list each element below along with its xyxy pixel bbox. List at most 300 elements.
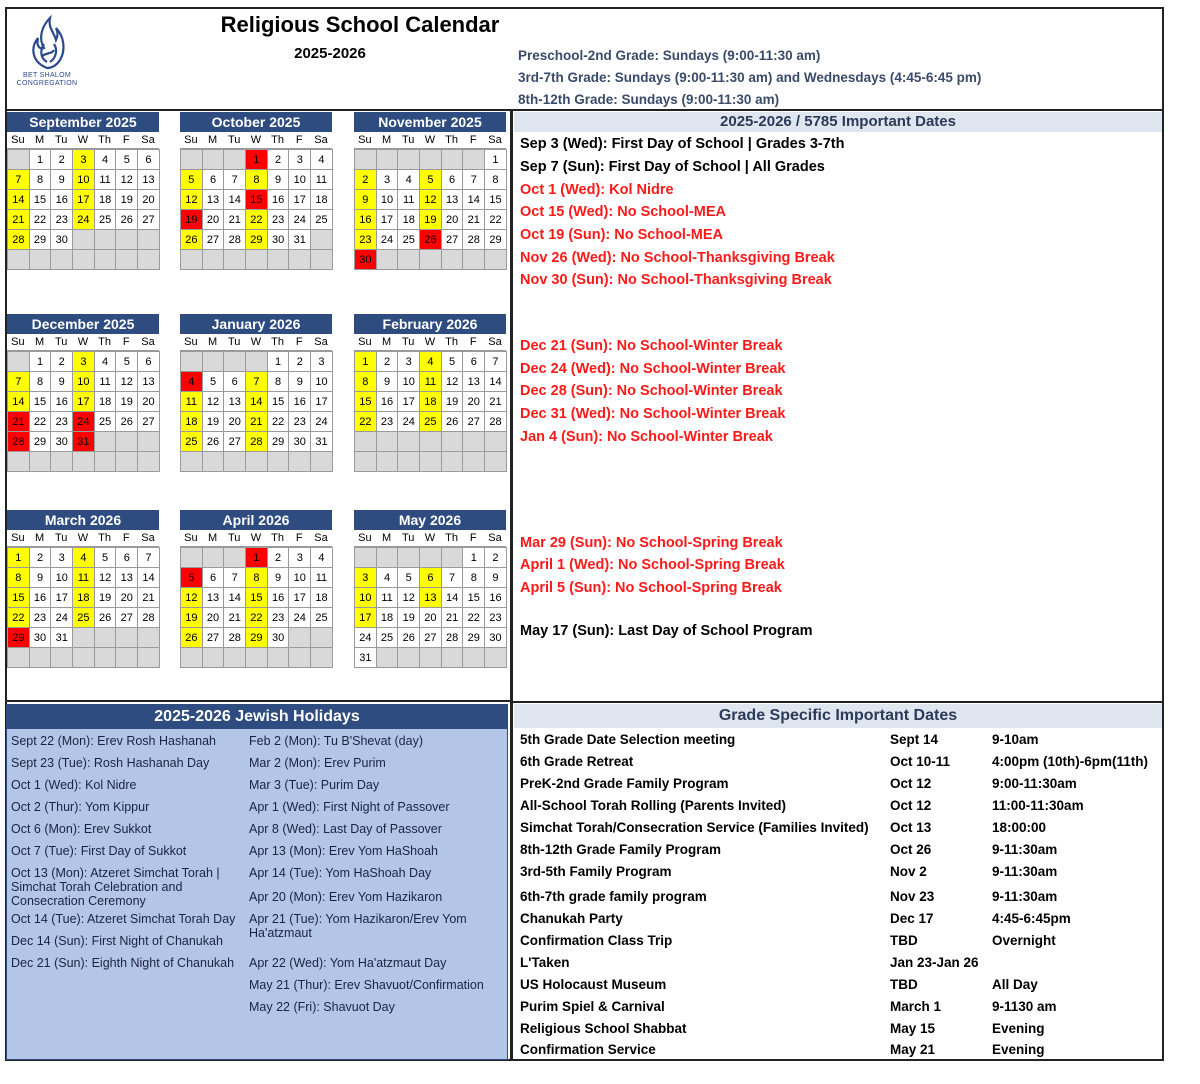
important-date-item: April 5 (Sun): No School-Spring Break [520,580,782,596]
calendar-day: 16 [50,391,73,412]
calendar-day: 26 [202,431,225,452]
calendar-day: 15 [29,391,52,412]
holiday-item: Oct 2 (Thur): Yom Kippur [11,800,150,814]
calendar-day: 19 [180,607,203,628]
month-calendar [354,510,506,667]
calendar-empty-cell [484,431,507,452]
calendar-day: 14 [223,587,246,608]
calendar-day: 1 [245,149,268,170]
calendar-day: 6 [202,567,225,588]
event-date: Oct 26 [890,842,932,857]
weekday-label: W [72,132,94,149]
calendar-day: 30 [50,431,73,452]
calendar-day: 23 [50,209,73,230]
calendar-day: 10 [354,587,377,608]
calendar-day: 13 [115,567,138,588]
calendar-empty-cell [354,451,377,472]
calendar-empty-cell [115,249,138,270]
calendar-day: 22 [7,607,30,628]
calendar-day: 10 [288,567,311,588]
holiday-item: May 21 (Thur): Erev Shavuot/Confirmation [249,978,484,992]
calendar-day: 7 [7,371,30,392]
calendar-day: 27 [223,431,246,452]
weekday-label: Su [7,132,29,149]
calendar-empty-cell [462,451,485,472]
calendar-day: 5 [419,169,442,190]
calendar-day: 13 [137,169,160,190]
calendar-day: 20 [137,189,160,210]
important-date-item: April 1 (Wed): No School-Spring Break [520,557,785,573]
calendar-day: 28 [484,411,507,432]
weekday-label: Sa [484,530,506,547]
calendar-day: 18 [376,607,399,628]
calendar-day: 17 [72,391,95,412]
calendar-empty-cell [180,647,203,668]
calendar-day: 14 [7,391,30,412]
weekday-label: Th [94,530,116,547]
calendar-day: 30 [50,229,73,250]
calendar-empty-cell [180,249,203,270]
calendar-day: 11 [397,189,420,210]
important-date-item: Jan 4 (Sun): No School-Winter Break [520,429,773,445]
calendar-day: 22 [462,607,485,628]
holiday-item: Apr 14 (Tue): Yom HaShoah Day [249,866,432,880]
weekday-label: Su [180,530,202,547]
calendar-empty-cell [202,451,225,472]
grade-schedule [518,45,981,111]
calendar-day: 13 [223,391,246,412]
calendar-empty-cell [484,451,507,472]
important-date-item: Oct 1 (Wed): Kol Nidre [520,182,674,198]
calendar-day: 3 [288,547,311,568]
weekday-label: W [72,334,94,351]
weekday-label: Tu [397,530,419,547]
weekday-label: Th [267,334,289,351]
calendar-day: 11 [310,169,333,190]
calendar-day: 18 [397,209,420,230]
important-date-item: Dec 24 (Wed): No School-Winter Break [520,361,786,377]
calendar-empty-cell [462,249,485,270]
calendar-day: 25 [94,209,117,230]
weekday-label: F [115,132,137,149]
weekday-label: Sa [310,530,332,547]
calendar-empty-cell [50,647,73,668]
calendar-day: 6 [137,351,160,372]
calendar-day: 26 [94,607,117,628]
calendar-empty-cell [72,627,95,648]
calendar-day: 29 [29,431,52,452]
calendar-day: 28 [223,229,246,250]
event-name: Chanukah Party [520,911,623,926]
calendar-day: 15 [245,189,268,210]
weekday-label: Su [7,334,29,351]
calendar-day: 13 [419,587,442,608]
important-date-item: Sep 7 (Sun): First Day of School | All Grades [520,159,825,175]
calendar-day: 13 [202,587,225,608]
calendar-day: 24 [288,607,311,628]
calendar-day: 1 [7,547,30,568]
event-name: 6th Grade Retreat [520,754,634,769]
calendar-day: 20 [441,209,464,230]
event-name: All-School Torah Rolling (Parents Invited) [520,798,787,813]
calendar-empty-cell [94,249,117,270]
calendar-day: 29 [484,229,507,250]
calendar-empty-cell [180,451,203,472]
calendar-day: 20 [202,607,225,628]
calendar-day: 12 [115,371,138,392]
calendar-day: 25 [310,209,333,230]
calendar-day: 8 [354,371,377,392]
calendar-day: 8 [7,567,30,588]
calendar-empty-cell [419,451,442,472]
calendar-day: 22 [267,411,290,432]
event-name: Purim Spiel & Carnival [520,999,665,1014]
calendar-day: 7 [245,371,268,392]
calendar-empty-cell [202,351,225,372]
calendar-empty-cell [376,149,399,170]
weekday-label: M [376,530,398,547]
calendar-day: 27 [115,607,138,628]
calendar-day: 20 [202,209,225,230]
calendar-day: 3 [354,567,377,588]
important-date-item: Dec 28 (Sun): No School-Winter Break [520,383,783,399]
calendar-day: 25 [310,607,333,628]
calendar-day: 19 [115,391,138,412]
weekday-label: M [376,132,398,149]
calendar-day: 19 [202,411,225,432]
event-date: Nov 2 [890,864,927,879]
important-date-item: Dec 31 (Wed): No School-Winter Break [520,406,786,422]
grade-specific-heading: Grade Specific Important Dates [514,704,1162,728]
calendar-empty-cell [288,627,311,648]
calendar-empty-cell [29,249,52,270]
calendar-day: 4 [72,547,95,568]
calendar-day: 3 [288,149,311,170]
important-date-item: Sep 3 (Wed): First Day of School | Grades 3-7th [520,136,845,152]
weekday-label: F [462,334,484,351]
calendar-day: 7 [223,169,246,190]
calendar-empty-cell [310,647,333,668]
weekday-label: Tu [223,334,245,351]
calendar-empty-cell [441,547,464,568]
holiday-item: Apr 20 (Mon): Erev Yom Hazikaron [249,890,443,904]
calendar-day: 9 [354,189,377,210]
holiday-item: Apr 1 (Wed): First Night of Passover [249,800,450,814]
month-calendar [7,112,159,269]
calendar-empty-cell [115,229,138,250]
calendar-empty-cell [288,647,311,668]
calendar-day: 10 [72,169,95,190]
calendar-empty-cell [397,547,420,568]
calendar-empty-cell [419,249,442,270]
page-title: Religious School Calendar [220,12,500,37]
holiday-item: Sept 22 (Mon): Erev Rosh Hashanah [11,734,216,748]
calendar-day: 29 [245,229,268,250]
calendar-day: 26 [115,411,138,432]
event-time: 4:45-6:45pm [992,911,1071,926]
calendar-day: 12 [397,587,420,608]
weekday-label: Su [180,334,202,351]
calendar-day: 7 [7,169,30,190]
calendar-day: 8 [29,371,52,392]
important-dates-heading: 2025-2026 / 5785 Important Dates [514,112,1162,132]
calendar-day: 23 [288,411,311,432]
calendar-day: 21 [484,391,507,412]
calendar-empty-cell [310,627,333,648]
calendar-day: 16 [267,189,290,210]
calendar-empty-cell [202,547,225,568]
calendar-empty-cell [397,149,420,170]
calendar-day: 8 [245,169,268,190]
calendar-day: 31 [310,431,333,452]
calendar-day: 21 [7,209,30,230]
weekday-label: Tu [50,334,72,351]
month-title: November 2025 [354,112,506,132]
school-year: 2025-2026 [294,45,366,62]
calendar-empty-cell [376,431,399,452]
weekday-label: Th [441,530,463,547]
month-title: March 2026 [7,510,159,530]
important-date-item: Oct 19 (Sun): No School-MEA [520,227,723,243]
calendar-day: 11 [419,371,442,392]
calendar-day: 8 [29,169,52,190]
calendar-day: 28 [7,229,30,250]
holiday-item: Apr 22 (Wed): Yom Ha'atzmaut Day [249,956,447,970]
weekday-label: Tu [50,132,72,149]
calendar-empty-cell [223,451,246,472]
weekday-label: F [462,132,484,149]
calendar-day: 8 [245,567,268,588]
calendar-day: 17 [310,391,333,412]
calendar-day: 21 [462,209,485,230]
calendar-day: 11 [376,587,399,608]
month-calendar [7,510,159,667]
calendar-day: 7 [462,169,485,190]
column-divider [510,109,513,1061]
holiday-item: Oct 13 (Mon): Atzeret Simchat Torah | Simchat Torah Celebration and Consecration Ceremony [11,866,220,908]
calendar-day: 8 [484,169,507,190]
weekday-label: Th [267,530,289,547]
calendar-empty-cell [7,647,30,668]
calendar-day: 20 [223,411,246,432]
calendar-day: 6 [137,149,160,170]
calendar-empty-cell [441,431,464,452]
calendar-day: 20 [115,587,138,608]
calendar-day: 1 [484,149,507,170]
calendar-empty-cell [223,547,246,568]
calendar-empty-cell [50,451,73,472]
calendar-day: 2 [288,351,311,372]
calendar-day: 25 [94,411,117,432]
month-title: December 2025 [7,314,159,334]
calendar-day: 14 [245,391,268,412]
weekday-label: W [72,530,94,547]
calendar-day: 11 [310,567,333,588]
weekday-label: Sa [310,132,332,149]
event-name: US Holocaust Museum [520,977,667,992]
event-time: 11:00-11:30am [992,798,1084,813]
calendar-empty-cell [397,249,420,270]
month-title: May 2026 [354,510,506,530]
calendar-empty-cell [397,431,420,452]
calendar-empty-cell [462,647,485,668]
calendar-day: 2 [484,547,507,568]
calendar-day: 27 [137,411,160,432]
calendar-empty-cell [180,149,203,170]
calendar-day: 30 [288,431,311,452]
calendar-empty-cell [94,431,117,452]
calendar-day: 6 [419,567,442,588]
calendar-day: 11 [72,567,95,588]
calendar-day: 24 [72,411,95,432]
calendar-day: 11 [94,169,117,190]
event-name: 8th-12th Grade Family Program [520,842,722,857]
calendar-day: 27 [137,209,160,230]
calendar-day: 5 [441,351,464,372]
calendar-day: 26 [180,229,203,250]
calendar-empty-cell [7,249,30,270]
weekday-label: Th [441,334,463,351]
holiday-item: Dec 14 (Sun): First Night of Chanukah [11,934,223,948]
calendar-empty-cell [354,431,377,452]
calendar-day: 30 [29,627,52,648]
calendar-empty-cell [223,149,246,170]
calendar-day: 30 [267,627,290,648]
calendar-empty-cell [354,149,377,170]
calendar-empty-cell [7,149,30,170]
important-date-item: Oct 15 (Wed): No School-MEA [520,204,726,220]
weekday-label: W [245,132,267,149]
weekday-label: Sa [310,334,332,351]
calendar-day: 24 [288,209,311,230]
calendar-day: 20 [419,607,442,628]
event-name: L'Taken [520,955,570,970]
month-calendar [354,314,506,471]
calendar-day: 2 [29,547,52,568]
calendar-day: 21 [137,587,160,608]
calendar-day: 21 [7,411,30,432]
calendar-day: 8 [267,371,290,392]
holiday-item: Feb 2 (Mon): Tu B'Shevat (day) [249,734,423,748]
calendar-empty-cell [245,647,268,668]
weekday-label: Su [7,530,29,547]
calendar-day: 16 [267,587,290,608]
calendar-day: 3 [397,351,420,372]
calendar-day: 28 [441,627,464,648]
calendar-empty-cell [115,451,138,472]
calendar-empty-cell [419,149,442,170]
event-time: 18:00:00 [992,820,1047,835]
calendar-empty-cell [137,229,160,250]
calendar-day: 22 [29,209,52,230]
calendar-day: 9 [267,169,290,190]
calendar-day: 15 [484,189,507,210]
calendar-empty-cell [50,249,73,270]
calendar-empty-cell [245,249,268,270]
calendar-day: 12 [202,391,225,412]
event-time: 9-11:30am [992,889,1058,904]
weekday-label: F [288,334,310,351]
event-date: March 1 [890,999,942,1014]
calendar-day: 10 [288,169,311,190]
weekday-label: M [202,132,224,149]
calendar-day: 28 [7,431,30,452]
calendar-day: 17 [354,607,377,628]
calendar-empty-cell [245,351,268,372]
holiday-item: Apr 21 (Tue): Yom Hazikaron/Erev Yom Ha'atzmaut [249,912,467,940]
calendar-day: 15 [267,391,290,412]
calendar-empty-cell [202,149,225,170]
calendar-day: 10 [376,189,399,210]
event-date: Oct 12 [890,776,932,791]
calendar-empty-cell [115,647,138,668]
calendar-day: 22 [29,411,52,432]
event-time: 9:00-11:30am [992,776,1077,791]
schedule-line: Preschool-2nd Grade: Sundays (9:00-11:30 am) [518,48,821,63]
calendar-day: 19 [94,587,117,608]
calendar-day: 12 [180,587,203,608]
calendar-day: 3 [72,351,95,372]
calendar-day: 4 [397,169,420,190]
calendar-day: 24 [72,209,95,230]
calendar-empty-cell [354,547,377,568]
calendar-day: 14 [223,189,246,210]
calendar-empty-cell [267,249,290,270]
calendar-empty-cell [245,451,268,472]
weekday-label: Su [180,132,202,149]
calendar-day: 9 [288,371,311,392]
calendar-day: 13 [137,371,160,392]
event-name: Simchat Torah/Consecration Service (Families Invited) [520,820,869,835]
event-time: 9-11:30am [992,842,1058,857]
calendar-day: 7 [441,567,464,588]
event-name: 6th-7th grade family program [520,889,707,904]
calendar-day: 5 [94,547,117,568]
calendar-empty-cell [94,647,117,668]
calendar-day: 29 [29,229,52,250]
calendar-day: 22 [484,209,507,230]
calendar-empty-cell [223,647,246,668]
calendar-day: 19 [419,209,442,230]
calendar-day: 4 [310,547,333,568]
calendar-day: 12 [419,189,442,210]
header-divider [5,109,1164,111]
calendar-day: 12 [94,567,117,588]
event-date: May 21 [890,1042,936,1057]
calendar-day: 28 [245,431,268,452]
calendar-day: 25 [72,607,95,628]
holiday-item: Apr 8 (Wed): Last Day of Passover [249,822,442,836]
event-time: 4:00pm (10th)-6pm(11th) [992,754,1149,769]
event-time: 9-11:30am [992,864,1058,879]
calendar-empty-cell [94,627,117,648]
event-date: Dec 17 [890,911,934,926]
weekday-label: M [376,334,398,351]
calendar-day: 28 [462,229,485,250]
weekday-label: Sa [137,132,159,149]
month-calendar [7,314,159,471]
calendar-empty-cell [7,351,30,372]
holiday-item: Oct 14 (Tue): Atzeret Simchat Torah Day [11,912,236,926]
calendar-day: 22 [245,607,268,628]
calendar-empty-cell [376,647,399,668]
calendar-day: 29 [462,627,485,648]
calendar-empty-cell [376,451,399,472]
calendar-day: 26 [441,411,464,432]
weekday-label: Su [354,132,376,149]
calendar-empty-cell [72,229,95,250]
section-divider [510,701,1164,703]
